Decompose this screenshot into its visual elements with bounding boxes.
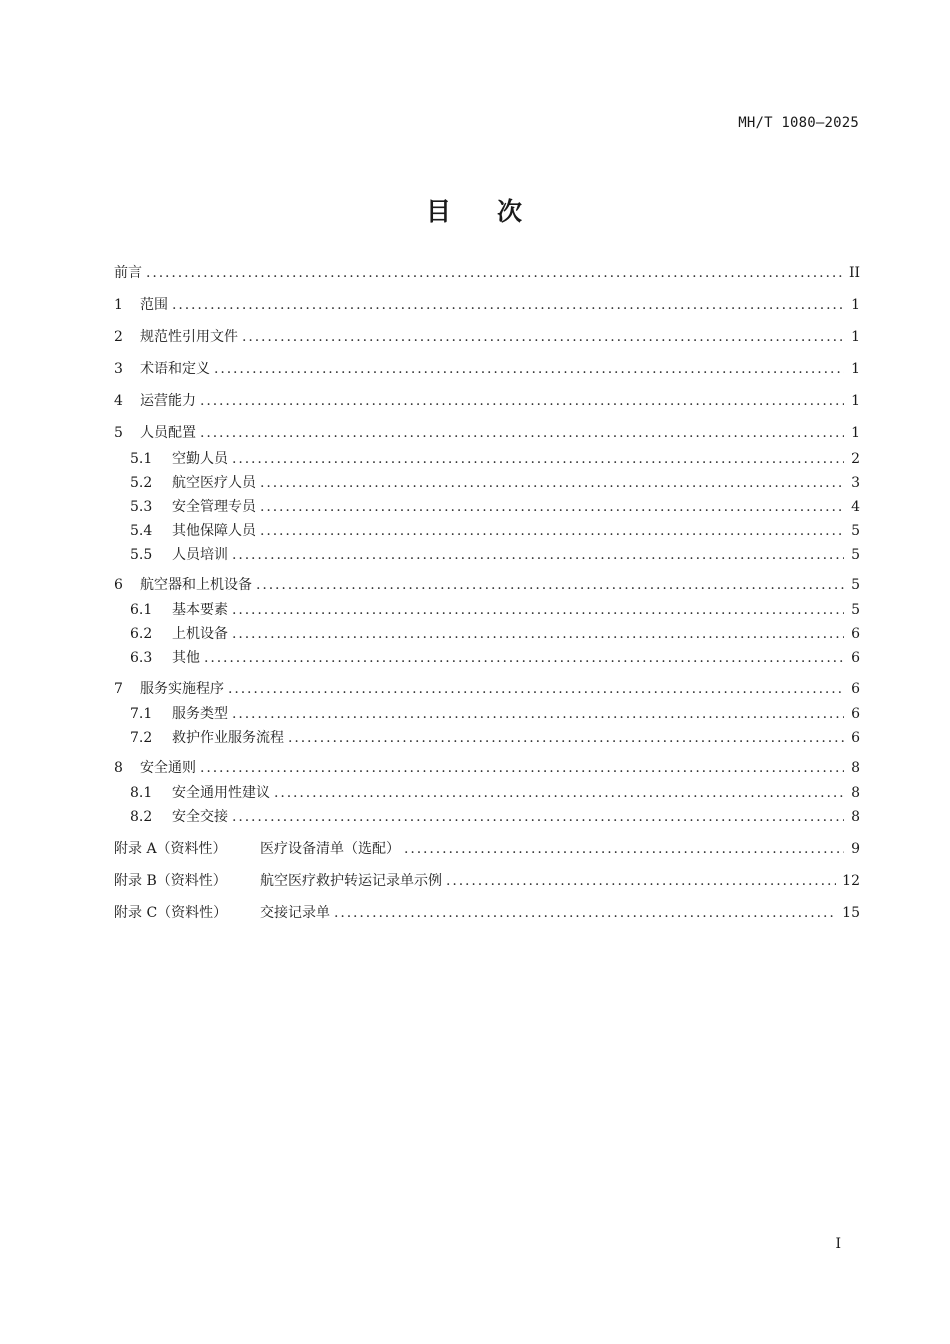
toc-entry-number: 6.1 [130,602,153,618]
toc-entry-8[interactable] [114,757,860,779]
toc-entry-number: 2 [114,329,123,345]
toc-entry-label: 术语和定义 [140,361,210,377]
toc-entry-number: 7 [114,681,123,697]
toc-entry-label: 前言 [114,265,142,281]
toc-entry-number: 4 [114,393,123,409]
toc-entry-6[interactable] [114,574,860,596]
toc-leader-dots [228,678,844,700]
toc-entry-page: 8 [851,809,860,825]
toc-leader-dots [260,520,844,542]
toc-entry-label: 安全管理专员 [172,499,256,515]
toc-entry-number: 6.3 [130,650,153,666]
toc-entry-page: 1 [851,361,860,377]
toc-entry-page: 5 [851,523,860,539]
toc-entry-6-3[interactable] [130,647,860,669]
toc-entry-label: 人员培训 [172,547,228,563]
toc-entry-page: 4 [851,499,860,515]
toc-leader-dots [232,448,844,470]
toc-entry-page: 9 [851,841,860,857]
toc-appendix-tag: 附录 C（资料性） [114,905,228,921]
toc-entry-3[interactable] [114,358,860,380]
toc-entry-number: 5.3 [130,499,153,515]
toc-entry-label: 运营能力 [140,393,196,409]
toc-entry-2[interactable] [114,326,860,348]
toc-entry-number: 5 [114,425,123,441]
toc-entry-1[interactable] [114,294,860,316]
toc-leader-dots [404,838,844,860]
toc-entry-label: 交接记录单 [260,905,330,921]
toc-entry-page: 1 [851,425,860,441]
toc-leader-dots [242,326,844,348]
toc-entry-5-3[interactable] [130,496,860,518]
toc-entry-label: 空勤人员 [172,451,228,467]
toc-entry-page: 2 [851,451,860,467]
toc-entry-appendix-c[interactable] [114,902,860,924]
toc-leader-dots [204,647,844,669]
toc-entry-label: 服务实施程序 [140,681,224,697]
toc-entry-5-1[interactable] [130,448,860,470]
toc-entry-7[interactable] [114,678,860,700]
toc-entry-page: 12 [842,873,860,889]
toc-entry-label: 服务类型 [172,706,228,722]
toc-entry-number: 5.1 [130,451,153,467]
toc-leader-dots [256,574,844,596]
toc-entry-5-2[interactable] [130,472,860,494]
toc-entry-4[interactable] [114,390,860,412]
toc-entry-page: 3 [851,475,860,491]
toc-title-right: 次 [497,197,525,226]
toc-entry-5-4[interactable] [130,520,860,542]
page-number: I [835,1236,841,1252]
toc-entry-label: 航空医疗救护转运记录单示例 [260,873,442,889]
toc-entry-label: 航空器和上机设备 [140,577,252,593]
toc-entry-label: 安全通用性建议 [172,785,270,801]
toc-leader-dots [260,496,844,518]
toc-entry-label: 其他 [172,650,200,666]
toc-entry-page: II [848,265,860,281]
toc-entry-appendix-b[interactable] [114,870,860,892]
toc-entry-page: 8 [851,785,860,801]
toc-leader-dots [146,262,843,284]
toc-leader-dots [214,358,844,380]
toc-entry-number: 3 [114,361,123,377]
toc-entry-label: 安全通则 [140,760,196,776]
toc-entry-5-5[interactable] [130,544,860,566]
toc-entry-label: 人员配置 [140,425,196,441]
toc-entry-5[interactable] [114,422,860,444]
toc-entry-number: 7.2 [130,730,153,746]
toc-entry-page: 6 [851,626,860,642]
toc-entry-6-2[interactable] [130,623,860,645]
toc-entry-label: 安全交接 [172,809,228,825]
toc-entry-8-2[interactable] [130,806,860,828]
toc-entry-7-2[interactable] [130,727,860,749]
toc-entry-7-1[interactable] [130,703,860,725]
toc-entry-page: 1 [851,329,860,345]
toc-leader-dots [232,703,844,725]
toc-leader-dots [446,870,836,892]
toc-leader-dots [274,782,844,804]
toc-entry-page: 8 [851,760,860,776]
toc-entry-label: 医疗设备清单（选配） [260,841,400,857]
toc-entry-page: 6 [851,681,860,697]
toc-entry-page: 6 [851,730,860,746]
toc-entry-6-1[interactable] [130,599,860,621]
toc-leader-dots [200,757,844,779]
toc-entry-number: 5.4 [130,523,153,539]
toc-entry-label: 基本要素 [172,602,228,618]
toc-entry-page: 5 [851,547,860,563]
toc-entry-number: 8.2 [130,809,153,825]
toc-entry-number: 8 [114,760,123,776]
toc-entry-label: 规范性引用文件 [140,329,238,345]
toc-appendix-tag: 附录 B（资料性） [114,873,227,889]
toc-entry-page: 1 [851,393,860,409]
document-code: MH/T 1080—2025 [738,115,859,131]
toc-entry-number: 5.5 [130,547,153,563]
toc-entry-label: 其他保障人员 [172,523,256,539]
toc-title-left: 目 [425,197,453,226]
toc-entry-page: 5 [851,602,860,618]
toc-entry-number: 1 [114,297,123,313]
toc-entry-label: 航空医疗人员 [172,475,256,491]
toc-leader-dots [232,806,844,828]
toc-leader-dots [232,599,844,621]
toc-appendix-tag: 附录 A（资料性） [114,841,227,857]
toc-leader-dots [260,472,844,494]
toc-entry-page: 1 [851,297,860,313]
toc-title [0,192,950,228]
toc-entry-8-1[interactable] [130,782,860,804]
toc-entry-page: 6 [851,706,860,722]
toc-entry-appendix-a[interactable] [114,838,860,860]
toc-entry-page: 15 [842,905,860,921]
toc-entry-number: 7.1 [130,706,153,722]
toc-entry-page: 5 [851,577,860,593]
toc-entry-page: 6 [851,650,860,666]
toc-entry-label: 救护作业服务流程 [172,730,284,746]
toc-leader-dots [172,294,844,316]
toc-entry-number: 6 [114,577,123,593]
toc-entry-number: 6.2 [130,626,153,642]
toc-entry-label: 上机设备 [172,626,228,642]
toc-entry-number: 5.2 [130,475,153,491]
toc-entry-label: 范围 [140,297,168,313]
toc-leader-dots [288,727,844,749]
toc-leader-dots [334,902,836,924]
toc-leader-dots [232,544,844,566]
toc-entry-foreword[interactable] [114,262,860,284]
toc-entry-number: 8.1 [130,785,153,801]
toc-leader-dots [200,390,844,412]
toc-leader-dots [232,623,844,645]
toc-leader-dots [200,422,844,444]
